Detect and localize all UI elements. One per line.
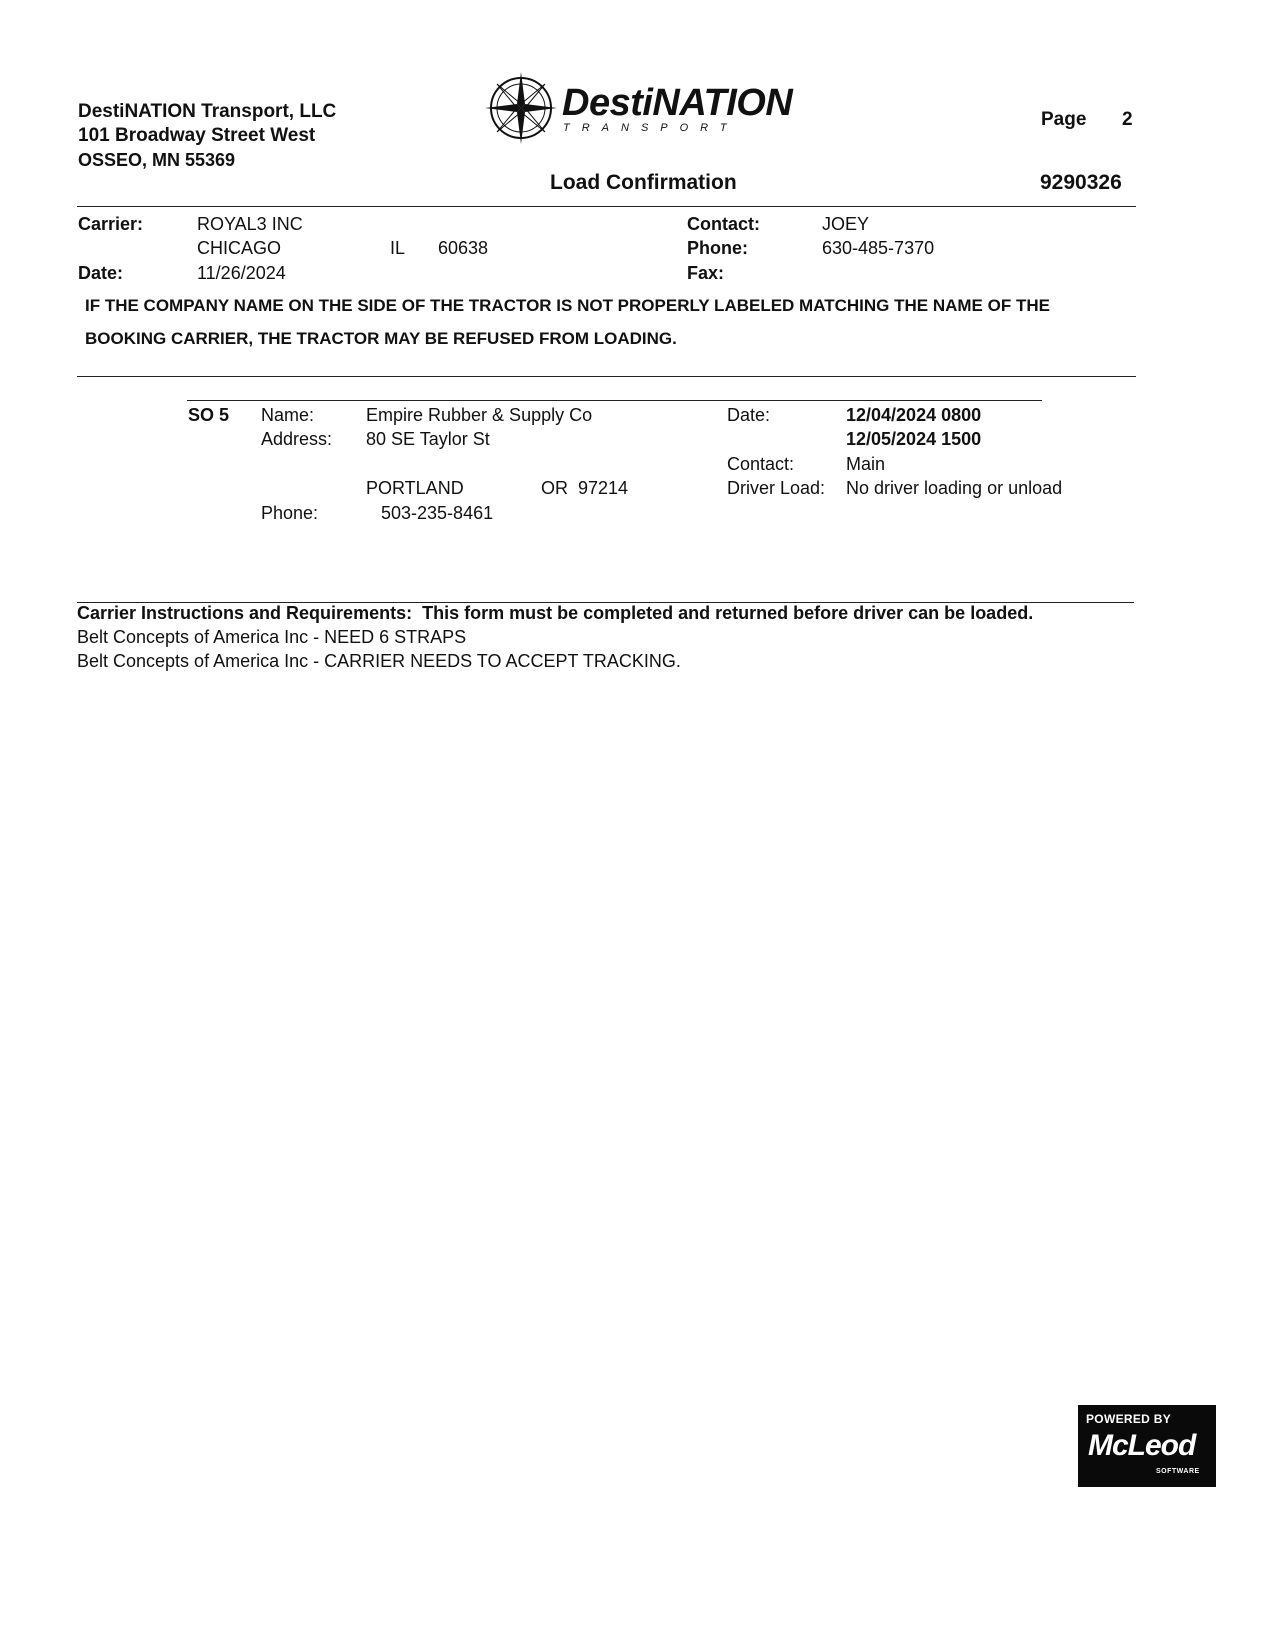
stop-date-1: 12/04/2024 0800 xyxy=(846,405,982,425)
document-title: Load Confirmation xyxy=(550,171,737,194)
carrier-label: Carrier: xyxy=(78,214,144,234)
compass-rose-icon xyxy=(481,68,561,148)
carrier-state: IL xyxy=(390,238,406,258)
stop-name: Empire Rubber & Supply Co xyxy=(366,405,593,425)
stop-state-zip: OR 97214 xyxy=(541,478,629,498)
warning-divider xyxy=(77,376,1136,377)
stop-contact-label: Contact: xyxy=(727,454,795,474)
instructions-heading: Carrier Instructions and Requirements: This form must be completed and returned before driver can be loaded. xyxy=(77,603,1034,623)
powered-by-mcleod-badge xyxy=(1078,1405,1216,1487)
instruction-line: Belt Concepts of America Inc - CARRIER NEEDS TO ACCEPT TRACKING. xyxy=(77,651,681,671)
document-number: 9290326 xyxy=(1040,171,1122,194)
company-street: 101 Broadway Street West xyxy=(78,125,316,146)
badge-powered-by: POWERED BY xyxy=(1086,1412,1172,1426)
stop-phone-label: Phone: xyxy=(261,503,319,523)
header-divider xyxy=(77,206,1136,207)
stop-phone: 503-235-8461 xyxy=(381,503,494,523)
carrier-city: CHICAGO xyxy=(197,238,282,258)
stop-divider xyxy=(187,400,1042,401)
stop-contact: Main xyxy=(846,454,886,474)
logo-subtitle: TRANSPORT xyxy=(563,122,739,134)
date-label: Date: xyxy=(78,263,124,283)
phone-label: Phone: xyxy=(687,238,748,258)
stop-date-label: Date: xyxy=(727,405,771,425)
phone-value: 630-485-7370 xyxy=(822,238,935,258)
stop-address-label: Address: xyxy=(261,429,333,449)
page-number: 2 xyxy=(1122,109,1133,130)
page-label: Page xyxy=(1041,109,1087,130)
instruction-line: Belt Concepts of America Inc - NEED 6 STRAPS xyxy=(77,627,467,647)
warning-line-2: BOOKING CARRIER, THE TRACTOR MAY BE REFUSED FROM LOADING. xyxy=(85,329,677,348)
stop-id: SO 5 xyxy=(188,405,230,425)
badge-software: SOFTWARE xyxy=(1156,1468,1200,1475)
company-city-state-zip: OSSEO, MN 55369 xyxy=(78,150,236,170)
carrier-zip: 60638 xyxy=(438,238,489,258)
driver-load-value: No driver loading or unload xyxy=(846,478,1063,498)
stop-address: 80 SE Taylor St xyxy=(366,429,490,449)
stop-city: PORTLAND xyxy=(366,478,464,498)
stop-name-label: Name: xyxy=(261,405,315,425)
company-name: DestiNATION Transport, LLC xyxy=(78,101,337,122)
warning-line-1: IF THE COMPANY NAME ON THE SIDE OF THE TRACTOR IS NOT PROPERLY LABELED MATCHING THE NAME OF THE xyxy=(85,296,1050,315)
contact-label: Contact: xyxy=(687,214,760,234)
stop-date-2: 12/05/2024 1500 xyxy=(846,429,982,449)
fax-label: Fax: xyxy=(687,263,725,283)
contact-value: JOEY xyxy=(822,214,870,234)
date-value: 11/26/2024 xyxy=(197,263,286,283)
logo-wordmark: DestiNATION xyxy=(562,82,793,124)
carrier-name: ROYAL3 INC xyxy=(197,214,303,234)
badge-mcleod-logo: McLeod xyxy=(1088,1429,1196,1462)
driver-load-label: Driver Load: xyxy=(727,478,826,498)
